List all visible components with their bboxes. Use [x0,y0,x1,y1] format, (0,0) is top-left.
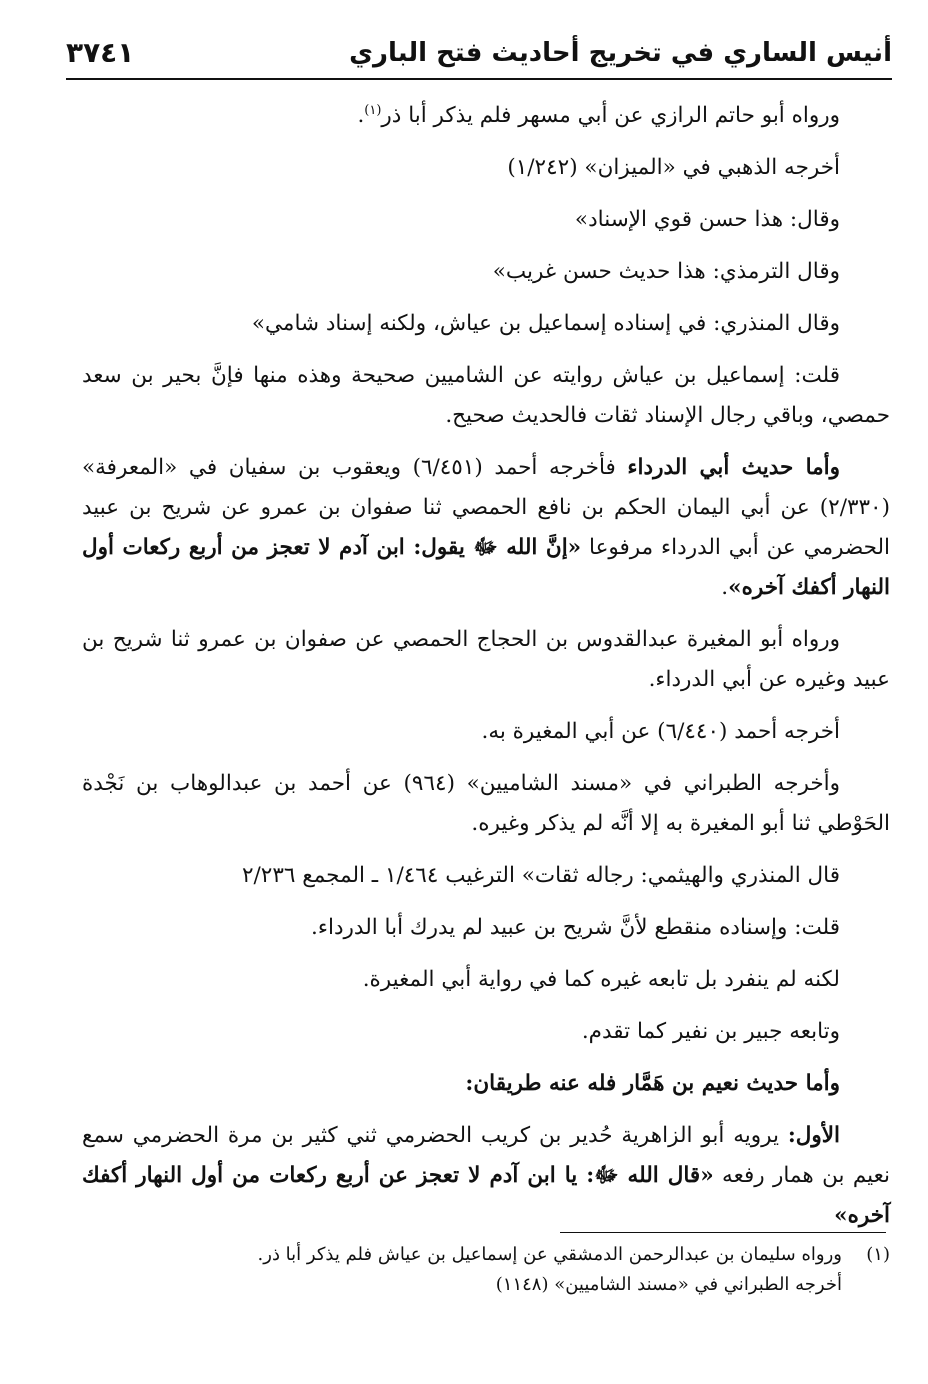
paragraph [82,148,890,188]
paragraph [82,96,890,136]
footnote-text: ورواه سليمان بن عبدالرحمن الدمشقي عن إسماعيل بن عياش فلم يذكر أبا ذر. [257,1244,842,1265]
page-number: ٣٧٤١ [66,36,135,69]
text-run: قلت: وإسناده منقطع لأنَّ شريح بن عبيد لم يدرك أبا الدرداء. [311,915,840,940]
running-title: أنيس الساري في تخريج أحاديث فتح الباري [349,38,892,68]
page-header [66,30,892,76]
paragraph [82,304,890,344]
text-run: يرويه أبو الزاهرية حُدير بن كريب الحضرمي ثني كثير بن مرة الحضرمي سمع نعيم بن همار رفعه [82,1123,890,1188]
paragraph [82,252,890,292]
text-run: . [721,575,729,600]
footnote-line [82,1240,890,1270]
paragraph [82,712,890,752]
text-run: قال المنذري والهيثمي: رجاله ثقات» الترغيب ١/٤٦٤ ـ المجمع ٢/٢٣٦ [242,863,840,888]
footnote-text: أخرجه الطبراني في «مسند الشاميين» (١١٤٨) [495,1274,842,1295]
paragraph [82,620,890,700]
main-text [82,96,890,1248]
footnotes [82,1240,890,1300]
footnote-rule [560,1232,886,1233]
bold-text: «إنَّ الله ﷻ يقول: ابن آدم لا تعجز من أربع ركعات أول النهار أكفك آخره» [82,535,890,600]
paragraph [82,1116,890,1236]
footnote-reference: (١) [364,102,382,118]
paragraph [82,200,890,240]
bold-text: «قال الله ﷻ: يا ابن آدم لا تعجز عن أربع ركعات من أول النهار أكفك آخره» [82,1163,890,1228]
text-run: وقال المنذري: في إسناده إسماعيل بن عياش، ولكنه إسناد شامي» [251,311,840,336]
paragraph [82,960,890,1000]
paragraph [82,356,890,436]
text-run: ورواه أبو حاتم الرازي عن أبي مسهر فلم يذكر أبا ذر [381,103,840,128]
header-rule [66,78,892,80]
text-run: وقال الترمذي: هذا حديث حسن غريب» [492,259,840,284]
paragraph [82,856,890,896]
text-run: أخرجه أحمد (٦/٤٤٠) عن أبي المغيرة به. [481,719,840,744]
text-run: وتابعه جبير بن نفير كما تقدم. [581,1019,840,1044]
text-run: وأخرجه الطبراني في «مسند الشاميين» (٩٦٤) عن أحمد بن عبدالوهاب بن نَجْدة الحَوْطي ثنا أبو المغيرة به إلا أنَّه لم يذكر وغيره. [82,771,890,836]
text-run: . [357,103,365,128]
paragraph [82,1064,890,1104]
bold-text: وأما حديث نعيم بن هَمَّار فله عنه طريقان: [465,1071,840,1096]
paragraph [82,1012,890,1052]
text-run: قلت: إسماعيل بن عياش روايته عن الشاميين صحيحة وهذه منها فإنَّ بحير بن سعد حمصي، وباقي رجال الإسناد ثقات فالحديث صحيح. [82,363,890,428]
bold-text: وأما حديث أبي الدرداء [627,455,841,480]
footnote-line [82,1270,890,1300]
text-run: ورواه أبو المغيرة عبدالقدوس بن الحجاج الحمصي عن صفوان بن عمرو ثنا شريح بن عبيد وغيره عن أبي الدرداء. [82,627,890,692]
text-run: فأخرجه أحمد (٦/٤٥١) ويعقوب بن سفيان في «المعرفة» (٢/٣٣٠) عن أبي اليمان الحكم بن نافع الحمصي ثنا صفوان بن عمرو عن شريح بن عبيد الحضرمي عن أبي الدرداء مرفوعا [82,455,891,560]
bold-text: الأول: [787,1123,840,1148]
paragraph [82,448,890,608]
paragraph [82,764,890,844]
text-run: وقال: هذا حسن قوي الإسناد» [574,207,840,232]
text-run: لكنه لم ينفرد بل تابعه غيره كما في رواية أبي المغيرة. [362,967,840,992]
text-run: أخرجه الذهبي في «الميزان» (١/٢٤٢) [507,155,840,180]
paragraph [82,908,890,948]
footnote-marker: (١) [866,1244,890,1265]
